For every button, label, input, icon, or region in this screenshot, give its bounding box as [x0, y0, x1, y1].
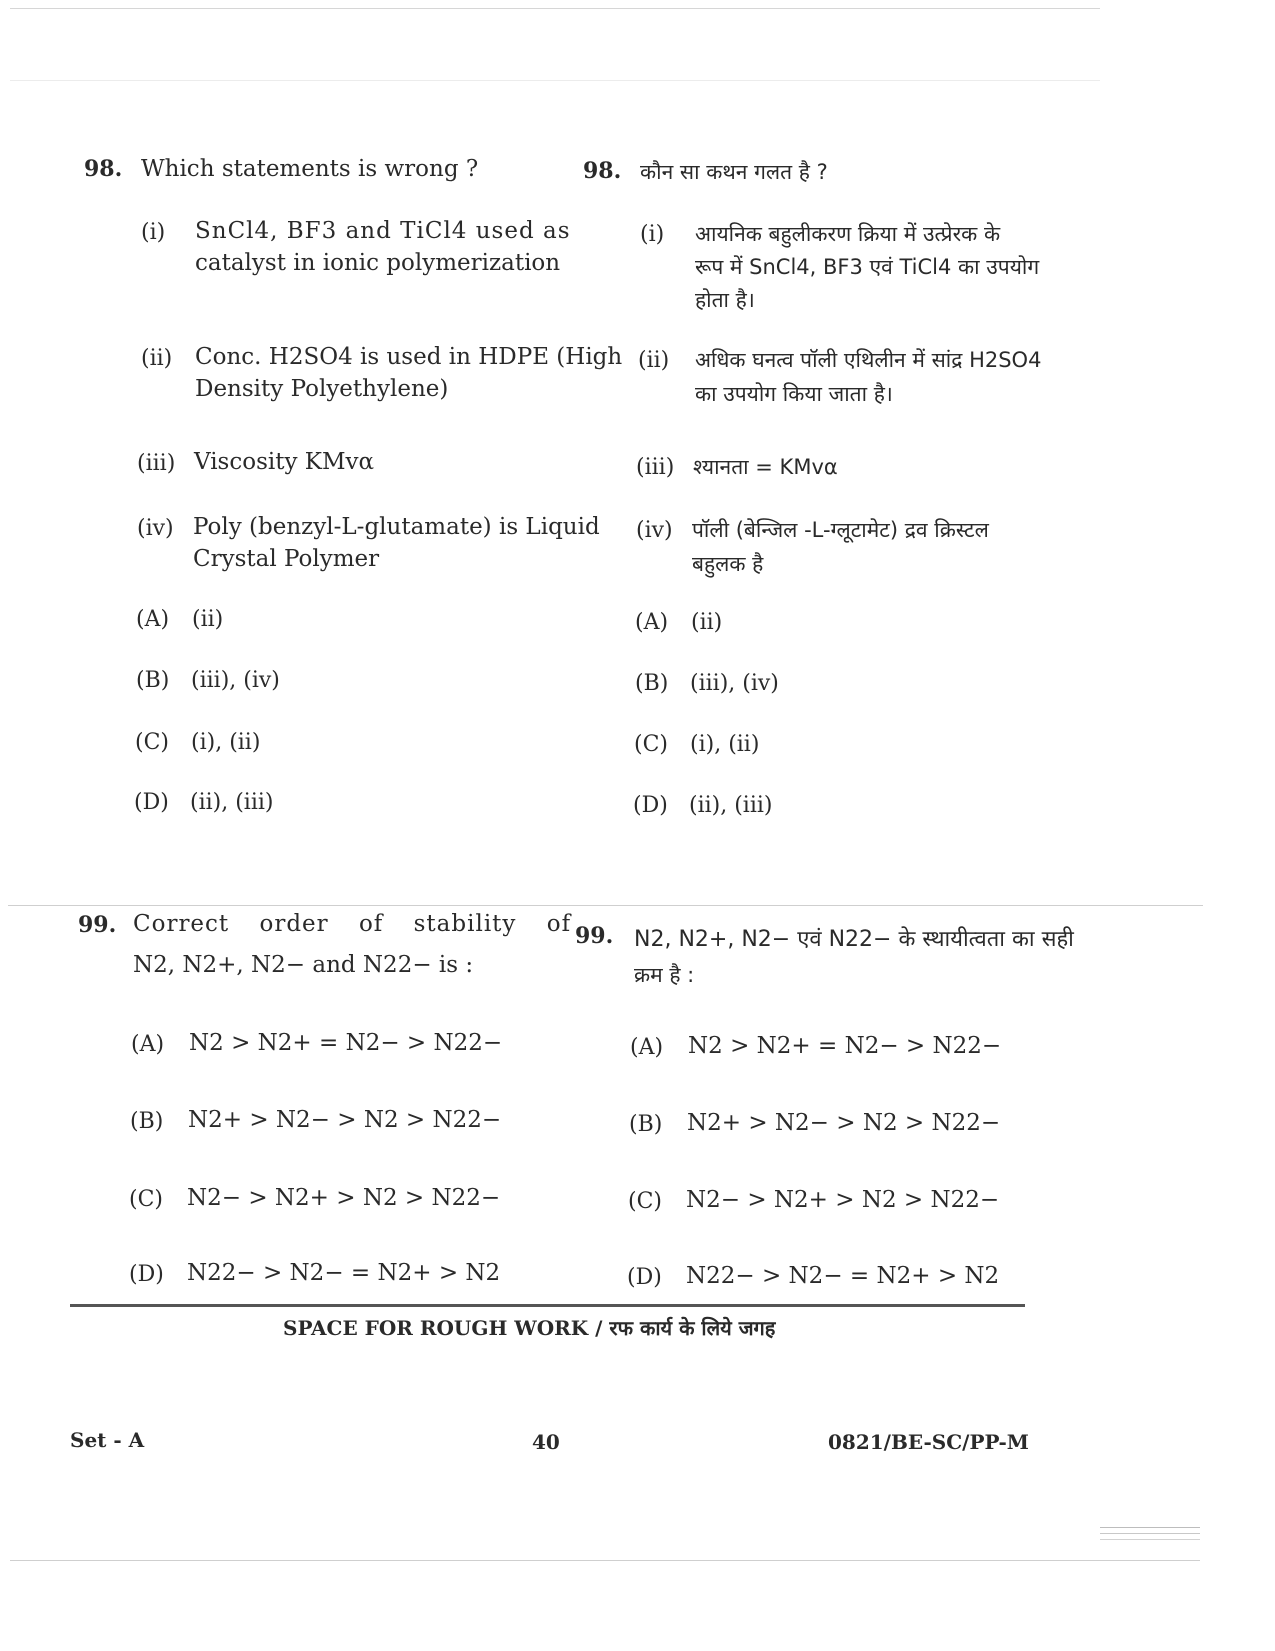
question-stem: कौन सा कथन गलत है ?	[640, 160, 828, 184]
option-label-d: (D)	[633, 793, 668, 818]
scan-edge-line	[1100, 1539, 1200, 1540]
option-label-d: (D)	[134, 790, 169, 815]
option-label-a: (A)	[635, 610, 669, 635]
statement-line: catalyst in ionic polymerization	[195, 250, 561, 276]
option-d[interactable]: N22− > N2− = N2+ > N2	[686, 1263, 1000, 1289]
option-label-d: (D)	[129, 1262, 164, 1287]
question-stem: Which statements is wrong ?	[141, 156, 479, 182]
footer-page-number: 40	[532, 1430, 560, 1454]
statement-line: अधिक घनत्व पॉली एथिलीन में सांद्र H2SO4	[695, 348, 1042, 372]
statement-label: (ii)	[141, 346, 173, 371]
statement-line: Crystal Polymer	[193, 546, 380, 572]
option-c[interactable]: (i), (ii)	[191, 730, 261, 755]
option-c[interactable]: N2− > N2+ > N2 > N22−	[686, 1187, 1000, 1213]
option-label-b: (B)	[130, 1109, 164, 1134]
footer-set: Set - A	[70, 1428, 145, 1452]
option-d[interactable]: (ii), (iii)	[689, 793, 773, 818]
option-a[interactable]: N2 > N2+ = N2− > N22−	[688, 1033, 1002, 1059]
question-divider	[8, 905, 1203, 906]
statement-text: श्यानता = KMvα	[693, 455, 838, 479]
option-a[interactable]: N2 > N2+ = N2− > N22−	[189, 1030, 503, 1056]
statement-text	[695, 346, 1041, 408]
option-label-b: (B)	[136, 668, 170, 693]
option-label-d: (D)	[627, 1265, 662, 1290]
question-number: 99.	[575, 923, 614, 949]
option-c[interactable]: (i), (ii)	[690, 732, 760, 757]
statement-label: (ii)	[638, 348, 670, 373]
option-b[interactable]: N2+ > N2− > N2 > N22−	[687, 1110, 1001, 1136]
statement-label: (i)	[640, 222, 665, 247]
option-label-c: (C)	[628, 1189, 662, 1214]
rough-work-rule	[70, 1304, 1025, 1307]
scan-edge-line	[10, 1560, 1200, 1561]
statement-line: होता है।	[695, 288, 755, 312]
option-label-b: (B)	[635, 671, 669, 696]
statement-label: (iv)	[137, 516, 174, 541]
option-label-b: (B)	[629, 1112, 663, 1137]
rough-work-label: SPACE FOR ROUGH WORK / रफ कार्य के लिये जगह	[283, 1316, 776, 1340]
question-stem-line: क्रम है :	[634, 963, 695, 987]
option-d[interactable]: (ii), (iii)	[190, 790, 274, 815]
option-a[interactable]: (ii)	[192, 607, 224, 632]
option-b[interactable]: (iii), (iv)	[690, 671, 779, 696]
scan-edge-line	[10, 8, 1100, 9]
statement-line: Poly (benzyl-L-glutamate) is Liquid	[193, 514, 600, 540]
statement-line: SnCl4, BF3 and TiCl4 used as	[195, 218, 571, 244]
statement-line: Density Polyethylene)	[195, 376, 449, 402]
statement-label: (iii)	[137, 451, 176, 476]
option-b[interactable]: N2+ > N2− > N2 > N22−	[188, 1107, 502, 1133]
statement-line: Conc. H2SO4 is used in HDPE (High	[195, 344, 623, 370]
scan-edge-line	[10, 80, 1100, 81]
option-a[interactable]: (ii)	[691, 610, 723, 635]
statement-text	[195, 344, 622, 402]
statement-text: Viscosity KMvα	[194, 449, 375, 475]
option-c[interactable]: N2− > N2+ > N2 > N22−	[187, 1185, 501, 1211]
footer-paper-code: 0821/BE-SC/PP-M	[828, 1430, 1029, 1454]
statement-line: का उपयोग किया जाता है।	[695, 382, 893, 406]
question-stem-line: N2, N2+, N2− एवं N22− के स्थायीत्वता का सही	[634, 927, 1074, 952]
question-number: 99.	[78, 912, 117, 938]
statement-label: (iii)	[636, 455, 675, 480]
statement-line: पॉली (बेन्जिल -L-ग्लूटामेट) द्रव क्रिस्टल	[692, 518, 989, 542]
statement-text	[692, 516, 989, 578]
statement-text	[195, 218, 571, 276]
option-b[interactable]: (iii), (iv)	[191, 668, 280, 693]
option-label-a: (A)	[630, 1035, 664, 1060]
option-label-c: (C)	[129, 1187, 163, 1212]
scan-edge-line	[1100, 1527, 1200, 1528]
question-number: 98.	[84, 156, 123, 182]
statement-line: आयनिक बहुलीकरण क्रिया में उत्प्रेरक के	[695, 222, 1001, 246]
statement-label: (iv)	[636, 518, 673, 543]
question-stem-line: Correct order of stability of	[133, 911, 572, 937]
scan-edge-line	[1100, 1533, 1200, 1534]
option-label-a: (A)	[136, 607, 170, 632]
statement-text	[193, 514, 600, 572]
statement-text	[695, 220, 1039, 314]
statement-line: रूप में SnCl4, BF3 एवं TiCl4 का उपयोग	[695, 255, 1040, 279]
statement-line: बहुलक है	[692, 552, 764, 576]
statement-label: (i)	[141, 220, 166, 245]
question-stem-line: N2, N2+, N2− and N22− is :	[133, 952, 474, 978]
question-number: 98.	[583, 158, 622, 184]
option-d[interactable]: N22− > N2− = N2+ > N2	[187, 1260, 501, 1286]
option-label-c: (C)	[634, 732, 668, 757]
option-label-c: (C)	[135, 730, 169, 755]
option-label-a: (A)	[131, 1032, 165, 1057]
